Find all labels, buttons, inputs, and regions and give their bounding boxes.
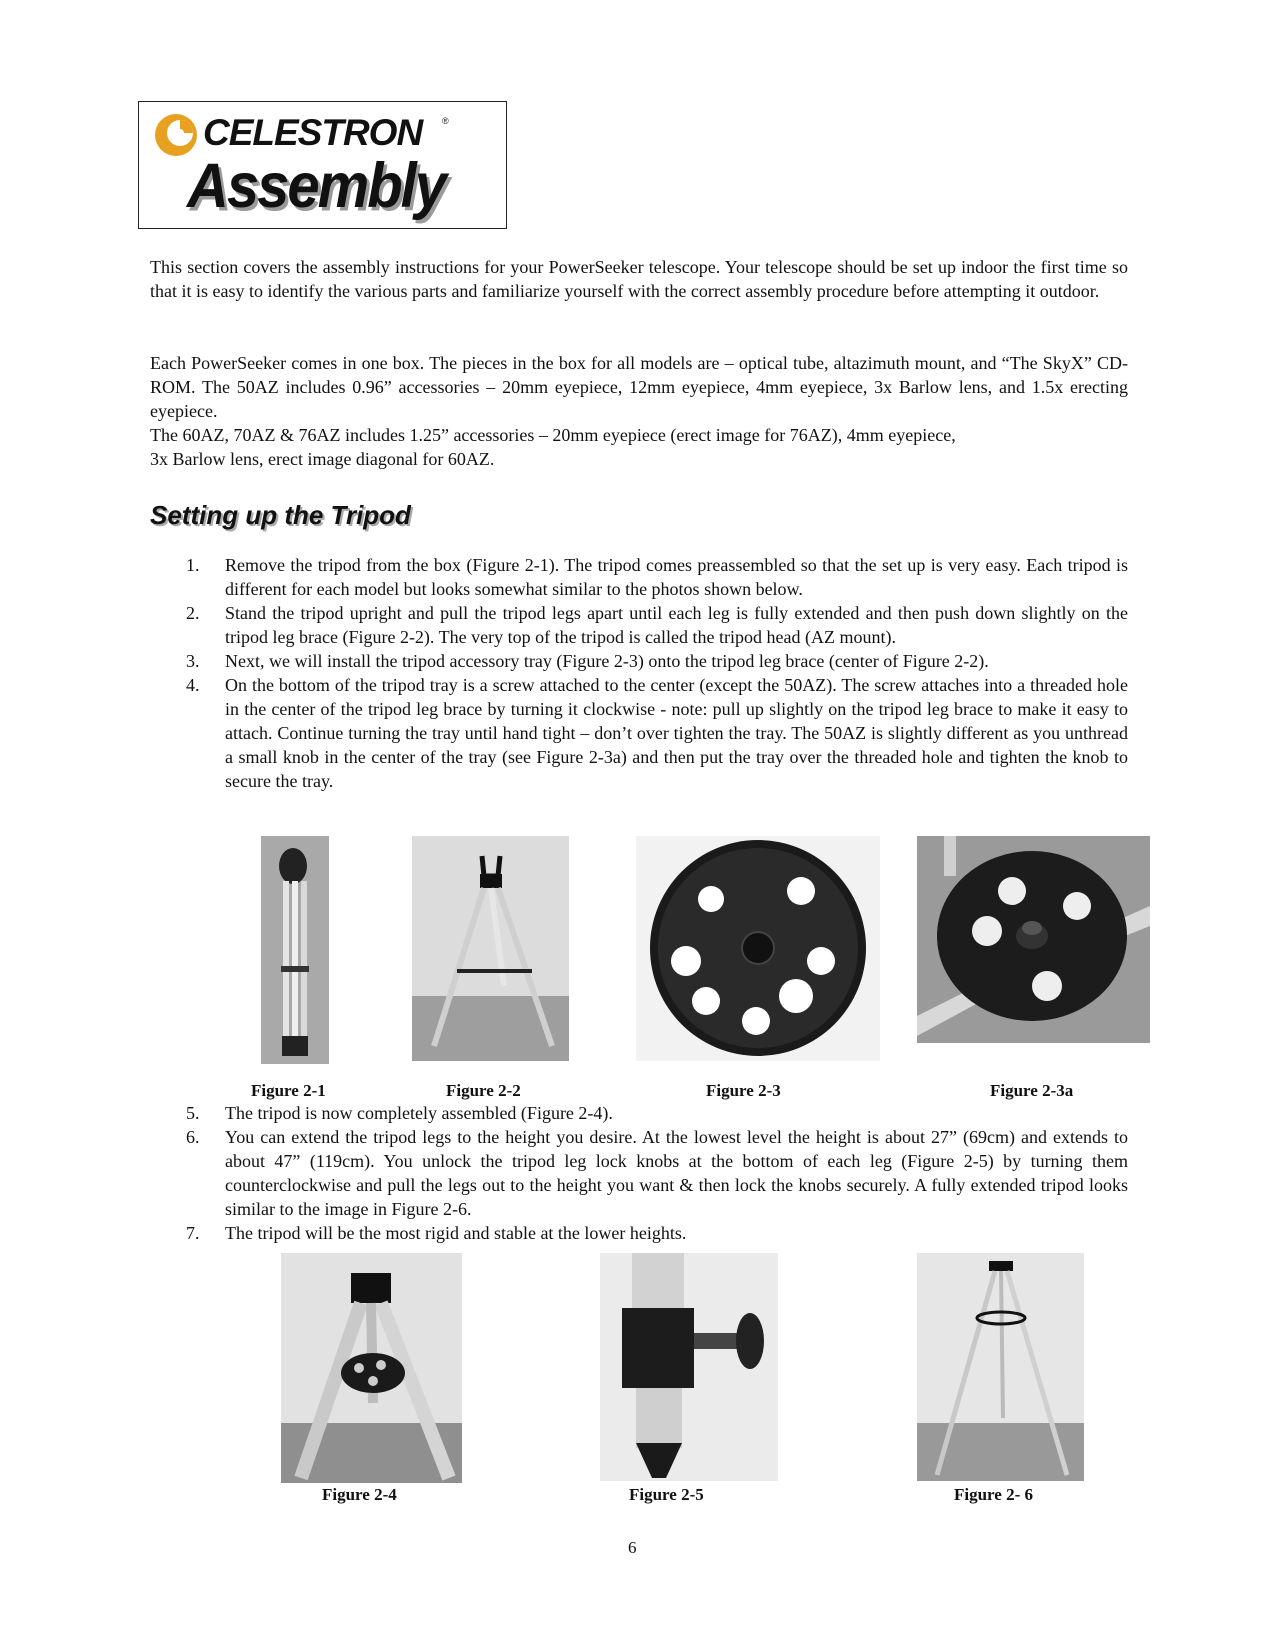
assembled-tripod-icon [281,1253,462,1483]
list-item: 1. Remove the tripod from the box (Figure 2-1). The tripod comes preassembled so that the set up is very easy. Each tripod is different for each model but looks somewhat similar to the photos shown below. [186,555,1128,599]
figure-2-5-caption: Figure 2-5 [629,1485,704,1504]
figure-2-1-image [261,836,329,1064]
header-logo-box [138,101,507,229]
section-heading: Setting up the Tripod [150,500,411,530]
figure-2-3a-image [917,836,1150,1043]
figure-2-6-caption: Figure 2- 6 [954,1485,1034,1504]
page-title: Assembly [187,151,446,222]
page-number: 6 [628,1538,637,1557]
figure-2-4-caption: Figure 2-4 [322,1485,397,1504]
figure-2-6-image [917,1253,1084,1481]
intro-paragraph-2: Each PowerSeeker comes in one box. The pieces in the box for all models are – optical tube, altazimuth mount, and “The SkyX” CD-ROM. The 50AZ includes 0.96” accessories – 20mm eyepiece, 12mm eyepiece, 4mm eyepiece, 3x Barlow lens, and 1.5x erecting eyepiece. [150,353,1128,421]
list-item: 4. On the bottom of the tripod tray is a screw attached to the center (except the 50AZ). The screw attaches into a threaded hole in the center of the tripod leg brace by turning it clockwise - note: pull up slightly on the tripod leg brace to make it easy to attach. Continue turning the tray until hand tight – don’t over tighten the tray. The 50AZ is slightly different as you unthread a small knob in the center of the tray (see Figure 2-3a) and then put the tray over the threaded hole and tighten the knob to secure the tray. [186,675,1128,791]
figure-2-3-image [636,836,880,1061]
list-item: 2. Stand the tripod upright and pull the tripod legs apart until each leg is fully extended and then push down slightly on the tripod leg brace (Figure 2-2). The very top of the tripod is called the tripod head (AZ mount). [186,603,1128,647]
figure-2-3a-caption: Figure 2-3a [990,1081,1074,1100]
folded-tripod-icon [261,836,329,1064]
figure-2-4-image [281,1253,462,1483]
figure-2-3-caption: Figure 2-3 [706,1081,781,1100]
registered-mark: ® [442,116,449,126]
accessory-tray-icon [636,836,880,1061]
extended-tripod-icon [917,1253,1084,1481]
figure-2-2-image [412,836,569,1061]
figure-2-1-caption: Figure 2-1 [251,1081,326,1100]
figure-2-2-caption: Figure 2-2 [446,1081,521,1100]
leg-lock-knob-icon [600,1253,778,1481]
list-item: 5. The tripod is now completely assembled (Figure 2-4). [186,1103,613,1123]
intro-paragraph-3-line-1: The 60AZ, 70AZ & 76AZ includes 1.25” accessories – 20mm eyepiece (erect image for 76AZ), 4mm eyepiece, [150,425,956,445]
standing-tripod-icon [412,836,569,1061]
tray-knob-icon [917,836,1150,1043]
list-item: 3. Next, we will install the tripod accessory tray (Figure 2-3) onto the tripod leg brace (center of Figure 2-2). [186,651,989,671]
steps-list-1 [186,553,1128,793]
intro-paragraph-1: This section covers the assembly instructions for your PowerSeeker telescope. Your telescope should be set up indoor the first time so that it is easy to identify the various parts and familiarize yourself with the correct assembly procedure before attempting it outdoor. [150,257,1128,301]
list-item: 7. The tripod will be the most rigid and stable at the lower heights. [186,1223,687,1243]
steps-list-2 [186,1101,1128,1245]
intro-paragraph-3-line-2: 3x Barlow lens, erect image diagonal for 60AZ. [150,449,495,469]
list-item: 6. You can extend the tripod legs to the height you desire. At the lowest level the height is about 27” (69cm) and extends to about 47” (119cm). You unlock the tripod leg lock knobs at the bottom of each leg (Figure 2-5) by turning them counterclockwise and pull the legs out to the height you want & then lock the knobs securely. A fully extended tripod looks similar to the image in Figure 2-6. [186,1127,1128,1219]
brand-name: CELESTRON [203,112,423,153]
figure-2-5-image [600,1253,778,1481]
